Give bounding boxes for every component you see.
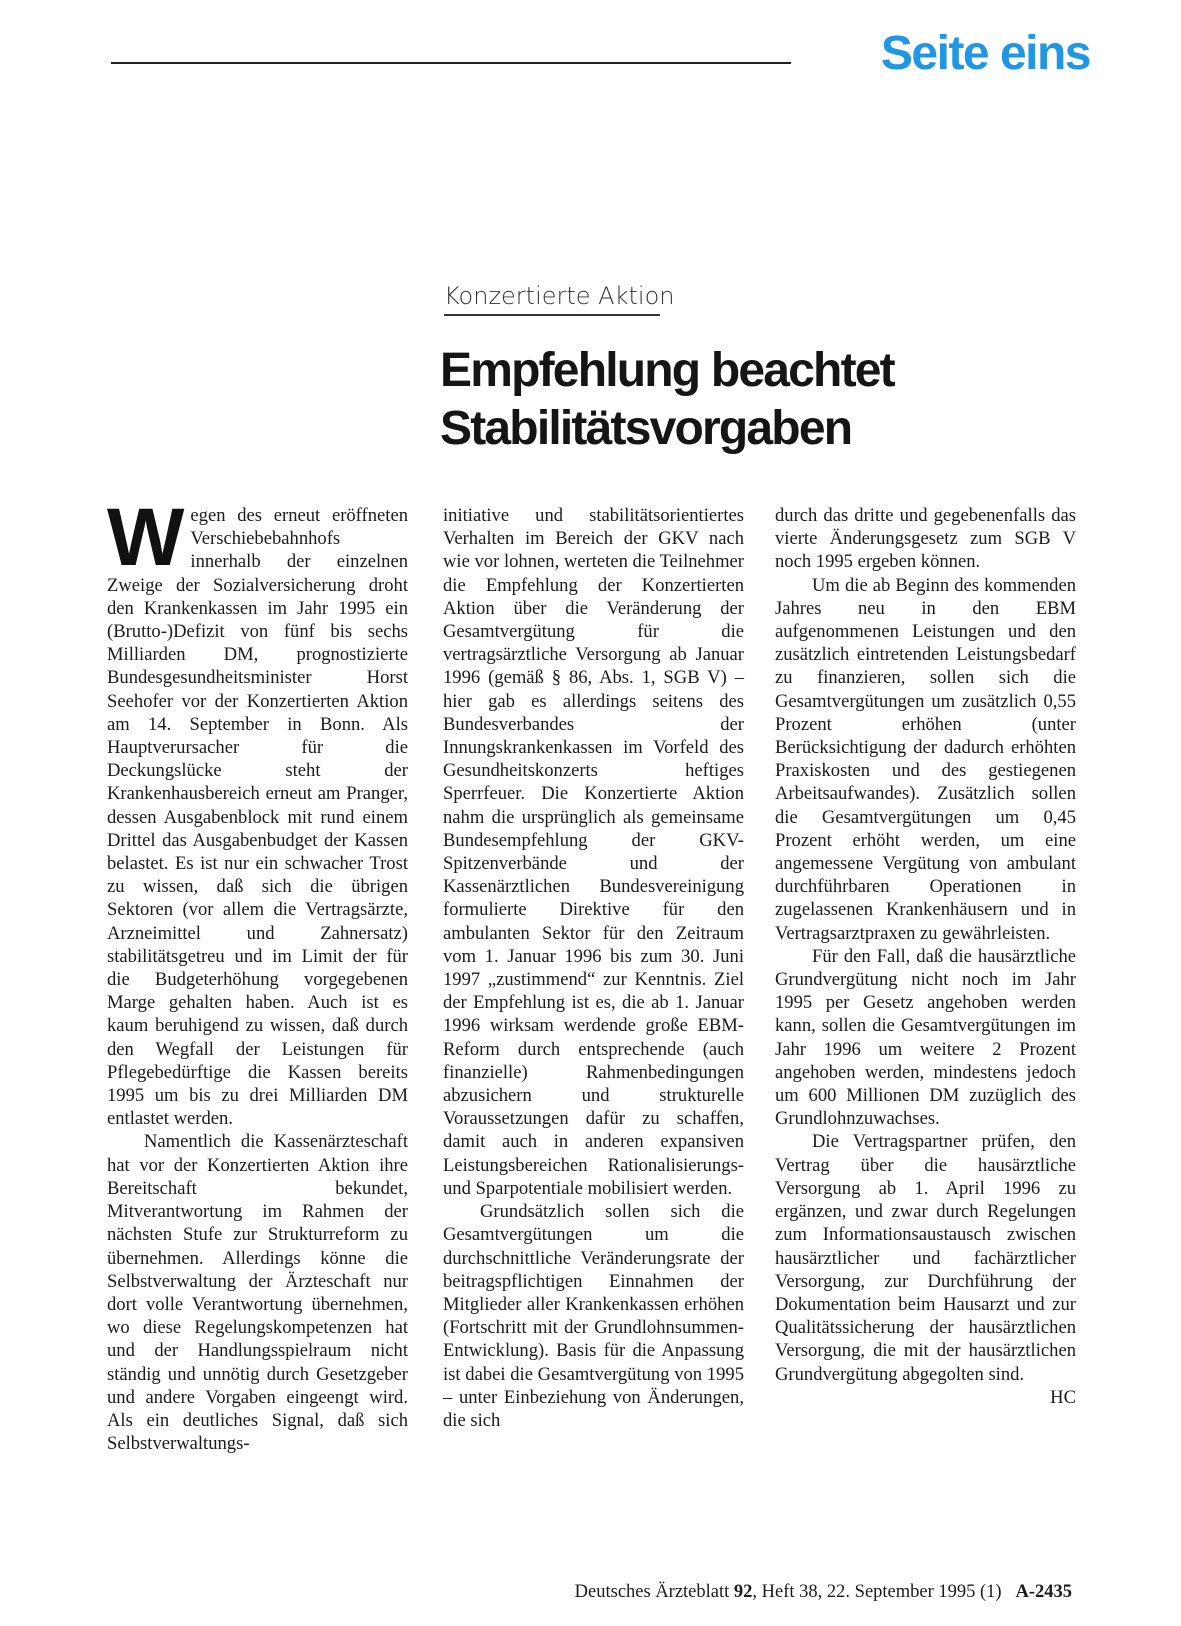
article-column-3 <box>775 504 1076 1409</box>
article-headline <box>440 342 1100 458</box>
paragraph-text: egen des erneut eröffneten Verschiebebahnhofs innerhalb der einzelnen Zweige der Sozialversicherung droht den Krankenkassen im Jahr 1995 ein (Brutto-)Defizit von fünf bis sechs Milliarden DM, prognostizierte Bundesgesundheitsminister Horst Seehofer vor der Konzertierten Aktion am 14. September in Bonn. Als Hauptverursacher für die Deckungslücke steht der Krankenhausbereich erneut am Pranger, dessen Ausgabenblock mit rund einem Drittel das Ausgabenbudget der Kassen belastet. Es ist nur ein schwacher Trost zu wissen, daß sich die übrigen Sektoren (vor allem die Vertragsärzte, Arzneimittel und Zahnersatz) stabilitätsgetreu und im Limit der für die Budgeterhöhung vorgegebenen Marge gehalten haben. Auch ist es kaum beruhigend zu wissen, daß durch den Wegfall der Leistungen für Pflegebedürftige die Kassen bereits 1995 um bis zu drei Milliarden DM entlastet werden. <box>107 505 408 1130</box>
kicker-underline <box>444 314 660 316</box>
section-title: Seite eins <box>880 27 1090 80</box>
header-rule <box>111 62 791 64</box>
headline-line-2: Stabilitätsvorgaben <box>440 402 852 455</box>
drop-cap: W <box>107 492 185 583</box>
article-column-2 <box>443 504 744 1432</box>
journal-name: Deutsches Ärzteblatt <box>574 1582 730 1602</box>
article-paragraph: Für den Fall, daß die hausärztliche Grundvergütung nicht noch im Jahr 1995 per Gesetz angehoben werden kann, sollen die Gesamtvergütungen im Jahr 1996 um weitere 2 Prozent angehoben werden, mindestens jedoch um 600 Millionen DM zuzüglich des Grundlohnzuwachses. <box>775 945 1076 1130</box>
issue-date: , Heft 38, 22. September 1995 (1) <box>752 1582 1002 1602</box>
page-number: A-2435 <box>1015 1582 1072 1602</box>
article-paragraph: durch das dritte und gegebenenfalls das vierte Änderungsgesetz zum SGB V noch 1995 ergeben können. <box>775 505 1076 573</box>
article-kicker: Konzertierte Aktion <box>444 282 675 310</box>
article-paragraph: initiative und stabilitätsorientiertes Verhalten im Bereich der GKV nach wie vor lohnen, werteten die Teilnehmer die Empfehlung der Konzertierten Aktion über die Veränderung der Gesamtvergütung für die vertragsärztliche Versorgung ab Januar 1996 (gemäß § 86, Abs. 1, SGB V) – hier gab es allerdings seitens des Bundesverbandes der Innungskrankenkassen im Vorfeld des Gesundheitskonzerts heftiges Sperrfeuer. Die Konzertierte Aktion nahm die ursprünglich als gemeinsame Bundesempfehlung der GKV-Spitzenverbände und der Kassenärztlichen Bundesvereinigung formulierte Direktive für den ambulanten Sektor für den Zeitraum vom 1. Januar 1996 bis zum 30. Juni 1997 „zustimmend“ zur Kenntnis. Ziel der Empfehlung ist es, die ab 1. Januar 1996 wirksam werdende große EBM-Reform durch entsprechende (auch finanzielle) Rahmenbedingungen abzusichern und strukturelle Voraussetzungen dafür zu schaffen, damit auch in anderen expansiven Leistungsbereichen Rationalisierungs- und Sparpotentiale mobilisiert werden. <box>443 505 744 1199</box>
article-paragraph: Um die ab Beginn des kommenden Jahres neu in den EBM aufgenommenen Leistungen und den zusätzlich eintretenden Leistungsbedarf zu finanzieren, sollen sich die Gesamtvergütungen um zusätzlich 0,55 Prozent erhöhen (unter Berücksichtigung der dadurch erhöhten Praxiskosten und des gestiegenen Arbeitsaufwandes). Zusätzlich sollen die Gesamtvergütungen um 0,45 Prozent erhöht werden, um eine angemessene Vergütung von ambulant durchführbaren Operationen in zugelassenen Krankenhäusern und in Vertragsarztpraxen zu gewährleisten. <box>775 574 1076 944</box>
headline-line-1: Empfehlung beachtet <box>440 344 894 397</box>
article-paragraph <box>107 492 408 1130</box>
article-paragraph: Namentlich die Kassenärzteschaft hat vor der Konzertierten Aktion ihre Bereitschaft bekundet, Mitverantwortung im Rahmen der nächsten Stufe zur Strukturreform zu übernehmen. Allerdings könne die Selbstverwaltung der Ärzteschaft nur dort volle Verantwortung übernehmen, wo diese Regelungskompetenzen hat und der Handlungsspielraum nicht ständig und unnötig durch Gesetzgeber und andere Vorgaben eingeengt wird. Als ein deutliches Signal, daß sich Selbstverwaltungs- <box>107 1131 408 1455</box>
author-signature: HC <box>1050 1386 1076 1408</box>
article-paragraph: Grundsätzlich sollen sich die Gesamtvergütungen um die durchschnittliche Veränderungsrate der beitragspflichtigen Einnahmen der Mitglieder aller Krankenkassen erhöhen (Fortschritt mit der Grundlohnsummen-Entwicklung). Basis für die Anpassung ist dabei die Gesamtvergütung von 1995 – unter Einbeziehung von Änderungen, die sich <box>443 1201 744 1431</box>
page-footer <box>0 1582 1072 1603</box>
article-column-1 <box>107 492 408 1455</box>
journal-volume: 92 <box>733 1582 753 1602</box>
article-paragraph: Die Vertragspartner prüfen, den Vertrag über die hausärztliche Versorgung ab 1. April 1996 zu ergänzen, und zwar durch Regelungen zum Informationsaustausch zwischen hausärztlicher und fachärztlicher Versorgung, zur Durchführung der Dokumentation beim Hausarzt und zur Qualitätssicherung der hausärztlichen Versorgung, die mit der hausärztlichen Grundvergütung abgegolten sind. <box>775 1131 1076 1385</box>
